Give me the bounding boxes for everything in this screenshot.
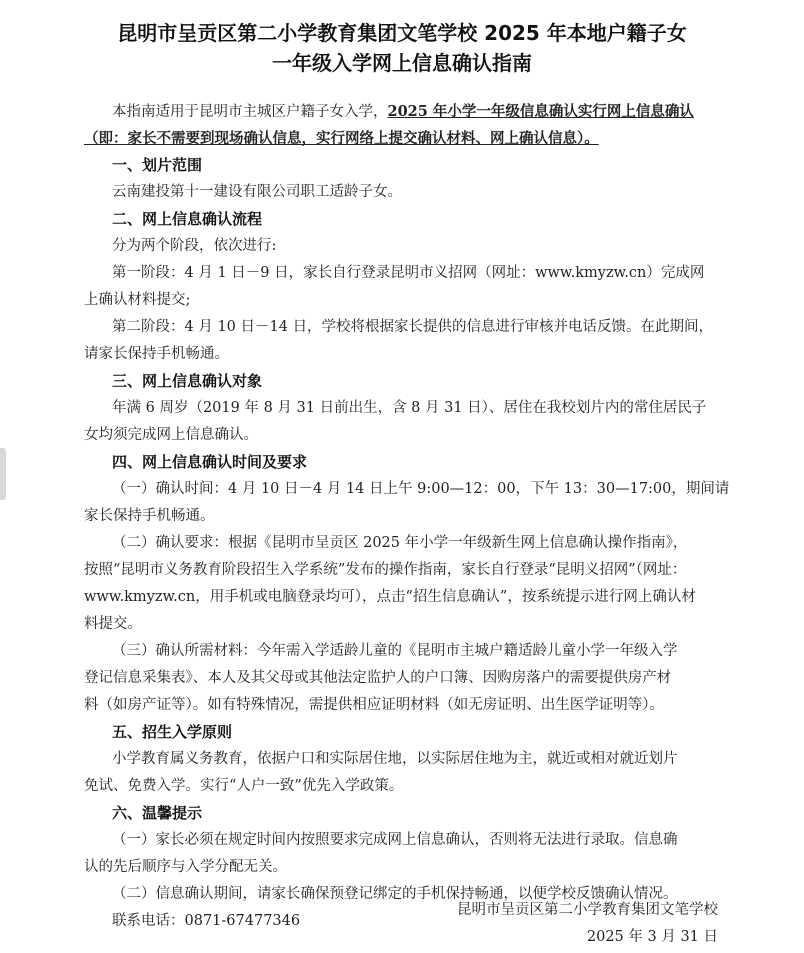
section5-heading: 五、招生入学原则 (112, 723, 233, 741)
signature-org: 昆明市呈贡区第二小学教育集团文笔学校 (457, 902, 718, 918)
section6-heading: 六、温馨提示 (112, 804, 203, 822)
section4-line4: 按照“昆明市义务教育阶段招生入学系统”发布的操作指南，家长自行登录“昆明义招网”（网址： (84, 562, 687, 578)
document-title-line2: 一年级入学网上信息确认指南 (272, 51, 532, 75)
contact-phone: 联系电话：0871-67477346 (112, 913, 301, 929)
section4-line6: 料提交。 (84, 616, 142, 632)
document-title-line1: 昆明市呈贡区第二小学教育集团文笔学校 2025 年本地户籍子女 (117, 21, 687, 45)
section4-line5: www.kmyzw.cn，用手机或电脑登录均可），点击“招生信息确认”，按系统提示进行网上确认材 (84, 589, 696, 605)
section2-line3: 上确认材料提交; (84, 292, 191, 308)
section6-line2: 认的先后顺序与入学分配无关。 (84, 859, 287, 875)
signature-date: 2025 年 3 月 31 日 (586, 929, 718, 945)
section3-line2: 女均须完成网上信息确认。 (84, 427, 258, 443)
section3-heading: 三、网上信息确认对象 (112, 372, 263, 390)
section6-line1: （一）家长必须在规定时间内按照要求完成网上信息确认，否则将无法进行录取。信息确 (112, 832, 678, 848)
intro-underlined-text: 2025 年小学一年级信息确认实行网上信息确认 (387, 103, 694, 120)
section1-line1: 云南建投第十一建设有限公司职工适龄子女。 (112, 184, 402, 200)
section4-line3: （二）确认要求：根据《昆明市呈贡区 2025 年小学一年级新生网上信息确认操作指南》， (112, 535, 688, 551)
intro-line1 (112, 98, 752, 126)
section4-line2: 家长保持手机畅通。 (84, 508, 215, 524)
section3-line1: 年满 6 周岁（2019 年 8 月 31 日前出生，含 8 月 31 日）、居住在我校划片内的常住居民子 (112, 400, 707, 416)
section2-heading: 二、网上信息确认流程 (112, 210, 263, 228)
section1-heading: 一、划片范围 (112, 156, 203, 174)
section4-heading: 四、网上信息确认时间及要求 (112, 453, 308, 471)
intro-text: 本指南适用于昆明市主城区户籍子女入学， (112, 104, 388, 120)
section2-line4: 第二阶段：4 月 10 日－14 日，学校将根据家长提供的信息进行审核并电话反馈。在此期间， (112, 319, 714, 335)
section6-line3: （二）信息确认期间，请家长确保预登记绑定的手机保持畅通，以便学校反馈确认情况。 (112, 886, 678, 902)
section4-line8: 登记信息采集表》、本人及其父母或其他法定监护人的户口簿、因购房落户的需要提供房产材 (84, 670, 672, 686)
intro-line2 (84, 125, 724, 153)
section5-line1: 小学教育属义务教育，依据户口和实际居住地，以实际居住地为主，就近或相对就近划片 (112, 751, 678, 767)
section4-line7: （三）确认所需材料：今年需入学适龄儿童的《昆明市主城户籍适龄儿童小学一年级入学 (112, 643, 678, 659)
section2-line1: 分为两个阶段，依次进行: (112, 238, 277, 254)
section2-line5: 请家长保持手机畅通。 (84, 346, 229, 362)
section4-line1: （一）确认时间：4 月 10 日－4 月 14 日上午 9:00—12：00，下午 13：30—17:00，期间请 (112, 481, 730, 497)
side-scroll-tab[interactable] (0, 448, 6, 500)
section4-line9: 料（如房产证等）。如有特殊情况，需提供相应证明材料（如无房证明、出生医学证明等）。 (84, 697, 664, 713)
section5-line2: 免试、免费入学。实行“人户一致”优先入学政策。 (84, 778, 404, 794)
intro-underlined-text-2: （即：家长不需要到现场确认信息，实行网络上提交确认材料、网上确认信息）。 (84, 130, 599, 147)
section2-line2: 第一阶段：4 月 1 日－9 日，家长自行登录昆明市义招网（网址：www.kmyzw.cn）完成网 (112, 265, 705, 281)
